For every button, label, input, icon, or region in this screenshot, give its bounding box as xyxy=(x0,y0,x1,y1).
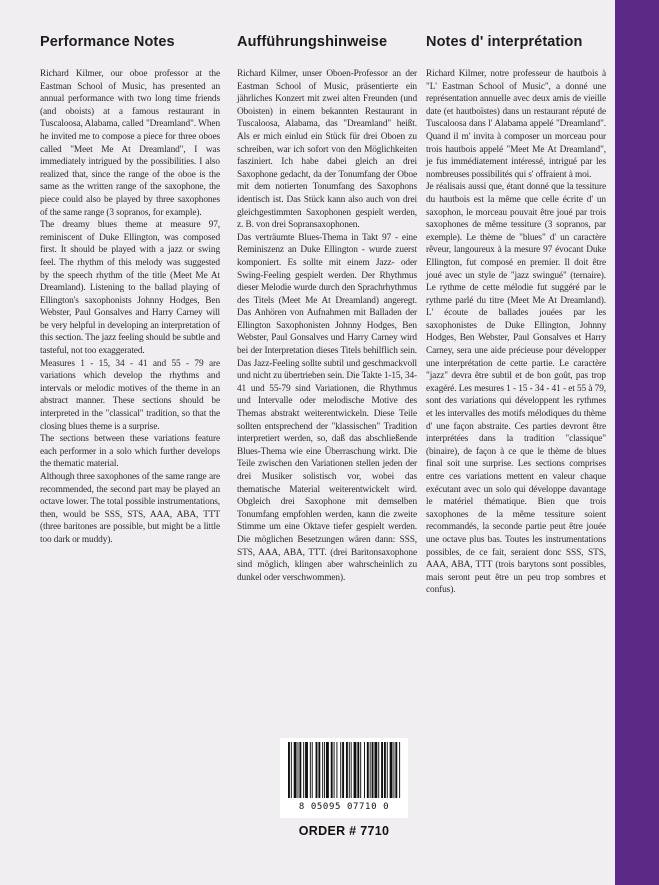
barcode-bar xyxy=(372,742,374,798)
barcode-bar xyxy=(395,742,397,798)
barcode xyxy=(280,738,408,818)
barcode-bar xyxy=(299,742,301,798)
barcode-bar xyxy=(326,742,329,798)
barcode-bar xyxy=(378,742,379,798)
column-text-english: Richard Kilmer, our oboe professor at the Eastman School of Music, has presented an annual performance with two long time friends (and oboists) at a famous restaurant in Tuscaloosa, Alabama, called "Dreamland". When he invited me to compose a piece for three oboes called "Meet Me At Dreamland", I was immediately intrigued by the possibilities. I also realized that, since the range of the oboe is the same as the written range of the saxophone, the piece could also be played by three saxophones of the same range (3 sopranos, for example). The dreamy blues theme at measure 97, reminiscent of Duke Ellington, was composed first. It should be played with a jazz or swing feel. The rhythm of this melody was suggested by the speech rhythm of the title (Meet Me At Dreamland). Listening to the ballad playing of Ellington's saxophonists Johnny Hodges, Ben Webster, Paul Gonsalves and Harry Carney will be very helpful in developing an interpretation of this section. The jazz feeling should be subtle and tasteful, not too exaggerated. Measures 1 - 15, 34 - 41 and 55 - 79 are variations which develop the rhythms and intervals or melodic motives of the theme in an abstract manner. These sections should be interpreted in the "classical" tradition, so that the closing blues theme is a surprise. The sections between these variations feature each performer in a solo which further develops the thematic material. Although three saxophones of the same range are recommended, the second part may be played an octave lower. The total possible instrumentations, then, would be SSS, STS, AAA, ABA, TTT (three baritones are possible, but might be a little too dark or muddy). xyxy=(40,69,220,545)
barcode-bar xyxy=(381,742,383,798)
column-french xyxy=(426,34,606,597)
barcode-bars xyxy=(280,738,408,802)
barcode-bar xyxy=(331,742,333,798)
barcode-bar xyxy=(393,742,394,798)
barcode-bar xyxy=(288,742,290,798)
barcode-bar xyxy=(340,742,341,798)
barcode-bar xyxy=(303,742,304,798)
barcode-bar xyxy=(367,742,369,798)
barcode-bar xyxy=(318,742,320,798)
barcode-bar xyxy=(324,742,325,798)
barcode-digits: 8 05095 07710 0 xyxy=(298,802,390,812)
barcode-bar xyxy=(399,742,400,798)
barcode-bar xyxy=(298,742,299,798)
column-english xyxy=(40,34,220,547)
barcode-bar xyxy=(370,742,371,798)
barcode-bar xyxy=(316,742,318,798)
barcode-bar xyxy=(387,742,388,798)
barcode-bar xyxy=(360,742,361,798)
column-text-german: Richard Kilmer, unser Oboen-Professor an der Eastman School of Music, präsentierte ein jährliches Konzert mit zwei alten Freunden (und Oboisten) in einem bekannten Restaurant in Tuscaloosa, Alabama, das "Dreamland" heißt. Als er mich einlud ein Stück für drei Oboen zu schreiben, war ich sofort von den Möglichkeiten fasziniert. Ich habe dabei gleich an drei Saxophone gedacht, da der Tonumfang der Oboe mit dem notierten Tonumfang des Saxophons identisch ist. Das Stück kann also auch von drei gleichgestimmten Saxophonen gespielt werden, z. B. von drei Sopransaxophonen. Das verträumte Blues-Thema in Takt 97 - eine Reminiszenz an Duke Ellington - wurde zuerst komponiert. Es sollte mit einem Jazz- oder Swing-Feeling gespielt werden. Der Rhythmus dieser Melodie wurde durch den Sprachrhythmus des Titels (Meet Me At Dreamland) angeregt. Das Anhören von Aufnahmen mit Balladen der Ellington Saxophonisten Johnny Hodges, Ben Webster, Paul Gonsalves und Harry Carney wird bei der Interpretation dieses Titels behilflich sein. Das Jazz-Feeling sollte subtil und geschmackvoll und nicht zu übertrieben sein. Die Takte 1-15, 34-41 und 55-79 sind Variationen, die Rhythmus und Intervalle oder melodische Motive des Themas abstrakt weiterentwickeln. Diese Teile sollten entsprechend der "klassischen" Tradition interpretiert werden, so, daß das abschließende Blues-Thema wie eine Überraschung wirkt. Die Teile zwischen den Variationen stellen jeden der drei Musiker solistisch vor, wobei das thematische Material weiterentwickelt wird. Obgleich drei Saxophone mit demselben Tonumfang empfohlen werden, kann die zweite Stimme um eine Oktave tiefer gespielt werden. Die möglichen Besetzungen wären dann: SSS, STS, AAA, ABA, TTT. (drei Baritonsaxophone sind möglich, klingen aber wahrscheinlich zu dunkel oder verschwommen). xyxy=(237,69,417,583)
column-title-german: Aufführungshinweise xyxy=(237,34,388,50)
barcode-bar xyxy=(334,742,335,798)
barcode-bar xyxy=(364,742,365,798)
barcode-bar xyxy=(336,742,337,798)
barcode-bar xyxy=(346,742,348,798)
barcode-bar xyxy=(305,742,308,798)
barcode-bar xyxy=(322,742,323,798)
barcode-bar xyxy=(342,742,344,798)
barcode-bar xyxy=(354,742,357,798)
barcode-bar xyxy=(374,742,377,798)
column-title-french: Notes d' interprétation xyxy=(426,34,583,50)
barcode-bar xyxy=(357,742,359,798)
order-number: ORDER # 7710 xyxy=(298,824,390,838)
barcode-bar xyxy=(291,742,292,798)
barcode-bar xyxy=(310,742,311,798)
barcode-bar xyxy=(351,742,352,798)
barcode-bar xyxy=(349,742,350,798)
barcode-bar xyxy=(294,742,297,798)
barcode-bar xyxy=(384,742,386,798)
barcode-bar xyxy=(312,742,313,798)
column-german xyxy=(237,34,417,584)
purple-edge-bar xyxy=(615,0,659,885)
column-text-french: Richard Kilmer, notre professeur de hautbois à "L' Eastman School of Music", a donné une représentation annuelle avec deux amis de vieille date (et hautboïstes) dans un restaurant réputé de Tuscaloosa dans l' Alabama appelé "Dreamland". Quand il m' invita à composer un morceau pour trois hautbois appelé "Meet Me At Dreamland", je fus immédiatement intéressé, intrigué par les nombreuses possibilités qui s' offraient à moi. Je réalisais aussi que, étant donné que la tessiture du hautbois est la même que celle écrite d' un saxophon, le morceau pouvait être joué par trois saxophones de même tessiture (3 sopranos, par exemple). Le thème de "blues" d' un caractère rêveur, langoureux à la mesure 97 évocant Duke Ellington, fut composé en premier. Il doit être joué avec un style de "jazz swingué" (ternaire). Le rythme de cette mélodie fut suggéré par le rythme parlé du titre (Meet Me At Dreamland). L' écoute de ballades jouées par les saxophonistes de Duke Ellington, Johnny Hodges, Ben Webster, Paul Gonsalves et Harry Carney, sera une aide précieuse pour développer une interprétation de cette partie. Le caractère "jazz" devra être subtil et de bon goût, pas trop exagéré. Les mesures 1 - 15 - 34 - 41 - et 55 à 79, sont des variations qui développent les rythmes et les intervalles des motifs mélodiques du thème d' une façon abstraite. Ces parties devront être interprétées dans la tradition "classique" (binaire), de façon à ce que le thème de blues final soit une surprise. Les sections comprises entre ces variations mettent en valeur chaque exécutant avec un solo qui développe davantage le matériel thématique. Bien que trois saxophones de la même tessiture soient recommandés, la seconde partie peut être jouée une octave plus bas. Toutes les instrumentations possibles, de ce fait, seraient donc SSS, STS, AAA, ABA, TTT (trois barytons sont possibles, mais seront peut être un peu trop sombres et confus). xyxy=(426,69,606,596)
barcode-bar xyxy=(390,742,393,798)
column-title-english: Performance Notes xyxy=(40,34,175,50)
